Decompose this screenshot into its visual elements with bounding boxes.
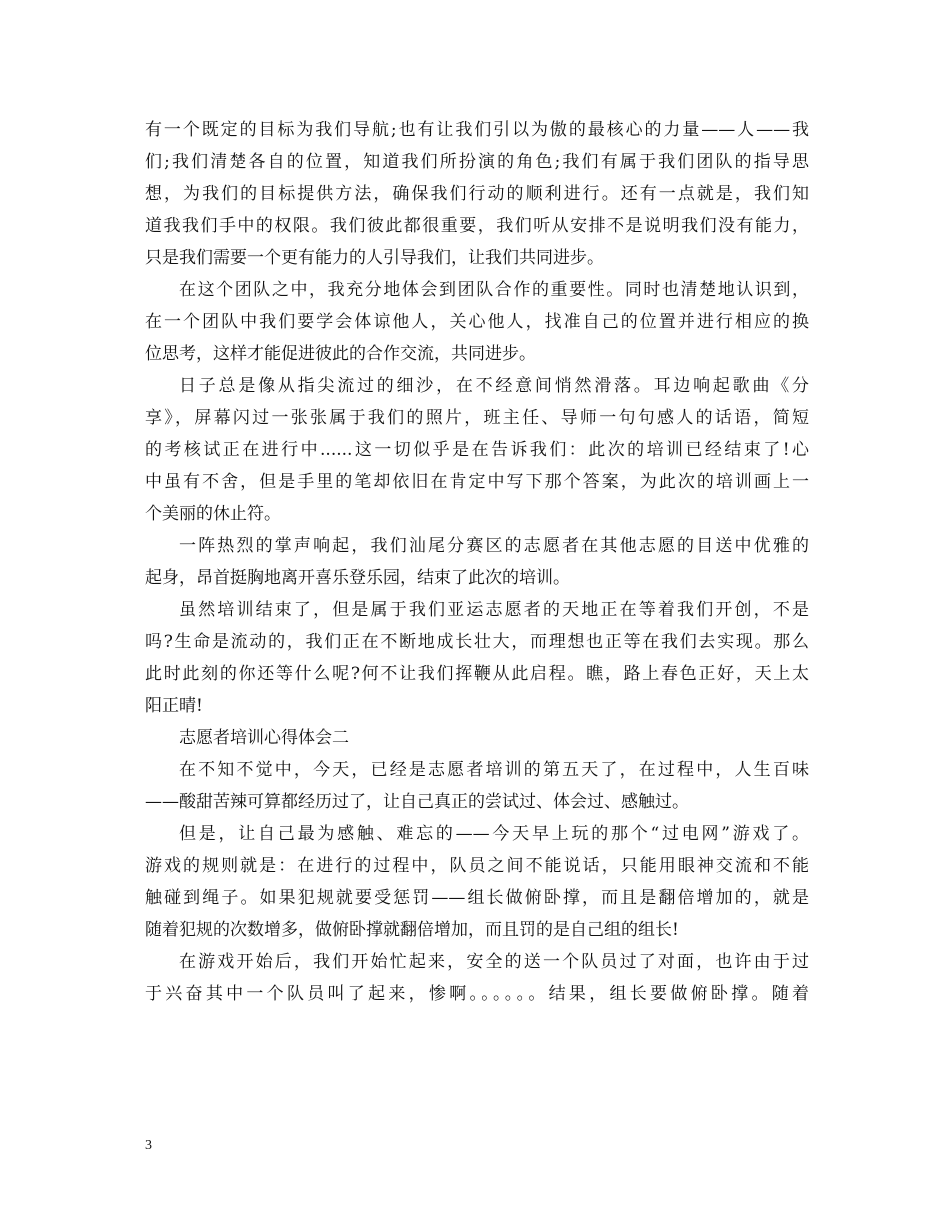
text-line: 在不知不觉中，今天，已经是志愿者培训的第五天了，在过程中，人生百味 [179, 760, 809, 780]
text-line: 但是，让自己最为感触、难忘的——今天早上玩的那个“过电网”游戏了。 [179, 824, 809, 844]
text-line: 个美丽的休止符。 [145, 504, 281, 524]
text-line: 的考核试正在进行中......这一切似乎是在告诉我们：此次的培训已经结束了!心 [145, 440, 809, 460]
text-line: 志愿者培训心得体会二 [179, 728, 349, 748]
text-line: 吗?生命是流动的，我们正在不断地成长壮大，而理想也正等在我们去实现。那么 [145, 632, 809, 652]
text-line: 日子总是像从指尖流过的细沙，在不经意间悄然滑落。耳边响起歌曲《分 [179, 376, 809, 396]
text-line: 虽然培训结束了，但是属于我们亚运志愿者的天地正在等着我们开创，不是 [179, 600, 809, 620]
text-line: 有一个既定的目标为我们导航;也有让我们引以为傲的最核心的力量——人——我 [145, 120, 809, 140]
text-line: 游戏的规则就是：在进行的过程中，队员之间不能说话，只能用眼神交流和不能 [145, 856, 809, 876]
text-line: 随着犯规的次数增多，做俯卧撑就翻倍增加，而且罚的是自己组的组长! [145, 920, 679, 940]
text-line: 阳正晴! [145, 696, 203, 716]
text-line: 道我我们手中的权限。我们彼此都很重要，我们听从安排不是说明我们没有能力， [145, 216, 809, 236]
text-line: 想，为我们的目标提供方法，确保我们行动的顺利进行。还有一点就是，我们知 [145, 184, 809, 204]
text-line: 中虽有不舍，但是手里的笔却依旧在肯定中写下那个答案，为此次的培训画上一 [145, 472, 809, 492]
text-line: 位思考，这样才能促进彼此的合作交流，共同进步。 [145, 344, 536, 364]
text-line: 触碰到绳子。如果犯规就要受惩罚——组长做俯卧撑，而且是翻倍增加的，就是 [145, 888, 809, 908]
document-body [145, 114, 809, 1010]
text-line: 起身，昂首挺胸地离开喜乐登乐园，结束了此次的培训。 [145, 568, 570, 588]
text-line: 享》，屏幕闪过一张张属于我们的照片，班主任、导师一句句感人的话语，简短 [145, 408, 809, 428]
text-line: ——酸甜苦辣可算都经历过了，让自己真正的尝试过、体会过、感触过。 [145, 792, 689, 812]
text-line: 于兴奋其中一个队员叫了起来，惨啊。。。。。。结果，组长要做俯卧撑。随着 [145, 984, 809, 1004]
text-line: 一阵热烈的掌声响起，我们汕尾分赛区的志愿者在其他志愿的目送中优雅的 [179, 536, 809, 556]
text-line: 只是我们需要一个更有能力的人引导我们，让我们共同进步。 [145, 248, 604, 268]
page-number: 3 [145, 1138, 152, 1153]
text-line: 在游戏开始后，我们开始忙起来，安全的送一个队员过了对面，也许由于过 [179, 952, 809, 972]
text-line: 在这个团队之中，我充分地体会到团队合作的重要性。同时也清楚地认识到， [179, 280, 809, 300]
text-line: 在一个团队中我们要学会体谅他人，关心他人，找准自己的位置并进行相应的换 [145, 312, 809, 332]
text-line: 们;我们清楚各自的位置，知道我们所扮演的角色;我们有属于我们团队的指导思 [145, 152, 809, 172]
text-line: 此时此刻的你还等什么呢?何不让我们挥鞭从此启程。瞧，路上春色正好，天上太 [145, 664, 809, 684]
